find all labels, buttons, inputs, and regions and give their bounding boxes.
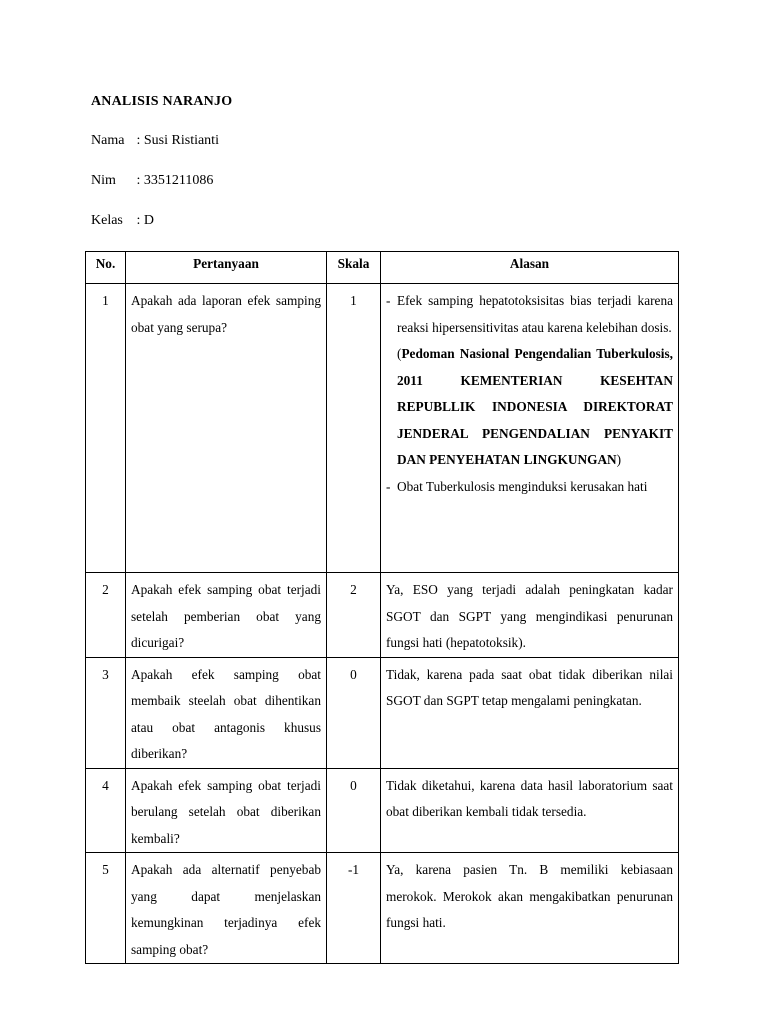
table-header-row bbox=[86, 252, 679, 284]
kelas-value: : D bbox=[136, 213, 154, 228]
nama-line bbox=[91, 133, 219, 149]
scale-value: -1 bbox=[347, 862, 360, 877]
reason-point bbox=[386, 474, 673, 501]
reason-text: Ya, ESO yang terjadi adalah peningkatan kadar SGOT dan SGPT yang mengindikasi penurunan fungsi hati (hepatotoksik). bbox=[386, 582, 673, 650]
kelas-label: Kelas bbox=[91, 213, 123, 228]
reason-text: Ya, karena pasien Tn. B memiliki kebiasaan merokok. Merokok akan mengakibatkan penurunan fungsi hati. bbox=[386, 862, 673, 930]
reason-text: Obat Tuberkulosis menginduksi kerusakan hati bbox=[397, 478, 648, 494]
table-row bbox=[86, 768, 679, 853]
question-text: Apakah efek samping obat membaik steelah obat dihentikan atau obat antagonis khusus diberikan? bbox=[131, 666, 321, 761]
scale-value: 2 bbox=[350, 582, 357, 597]
question-text: Apakah efek samping obat terjadi setelah pemberian obat yang dicurigai? bbox=[131, 582, 321, 650]
row-number: 1 bbox=[102, 293, 109, 308]
nim-label: Nim bbox=[91, 173, 116, 188]
nama-label: Nama bbox=[91, 133, 125, 148]
table-row bbox=[86, 573, 679, 658]
row-number: 4 bbox=[102, 777, 109, 793]
question-text: Apakah efek samping obat terjadi berulang setelah obat diberikan kembali? bbox=[131, 777, 321, 846]
reason-text: Tidak diketahui, karena data hasil laboratorium saat obat diberikan kembali tidak tersedia. bbox=[386, 777, 673, 819]
row-number: 3 bbox=[102, 666, 109, 682]
table-row bbox=[86, 284, 679, 573]
scale-value: 0 bbox=[350, 777, 357, 793]
kelas-line bbox=[91, 213, 154, 229]
header-alasan: Alasan bbox=[381, 252, 679, 284]
reason-text: Efek samping hepatotoksisitas bias terjadi karena reaksi hipersensitivitas atau karena kelebihan dosis. bbox=[397, 293, 673, 335]
reference-text: Pedoman Nasional Pengendalian Tuberkulosis, 2011 KEMENTERIAN KESEHTAN REPUBLLIK INDONESIA DIREKTORAT JENDERAL PENGENDALIAN PENYAKIT DAN PENYEHATAN LINGKUNGAN bbox=[397, 346, 673, 467]
ref-open-paren: ( bbox=[397, 346, 402, 361]
table-row bbox=[86, 853, 679, 964]
nama-value: : Susi Ristianti bbox=[136, 133, 219, 148]
table-row bbox=[86, 657, 679, 768]
nim-line bbox=[91, 173, 213, 189]
scale-value: 1 bbox=[350, 293, 357, 308]
document-title: ANALISIS NARANJO bbox=[91, 94, 233, 109]
dash-bullet: - bbox=[386, 478, 391, 494]
reason-text: Tidak, karena pada saat obat tidak diberikan nilai SGOT dan SGPT tetap mengalami peningkatan. bbox=[386, 666, 673, 708]
dash-bullet: - bbox=[386, 293, 391, 308]
question-text: Apakah ada alternatif penyebab yang dapat menjelaskan kemungkinan terjadinya efek samping obat? bbox=[131, 862, 321, 957]
reason-cell bbox=[381, 284, 678, 500]
question-text: Apakah ada laporan efek samping obat yang serupa? bbox=[131, 293, 321, 335]
naranjo-table bbox=[85, 251, 679, 964]
row-number: 5 bbox=[102, 862, 109, 877]
header-skala: Skala bbox=[327, 252, 381, 284]
reason-point bbox=[386, 288, 673, 341]
ref-close-paren: ) bbox=[616, 452, 622, 467]
header-no: No. bbox=[86, 252, 126, 284]
row-number: 2 bbox=[102, 582, 109, 597]
nim-value: : 3351211086 bbox=[136, 173, 214, 188]
reference-citation bbox=[386, 341, 673, 474]
scale-value: 0 bbox=[350, 666, 357, 682]
header-pertanyaan: Pertanyaan bbox=[126, 252, 327, 284]
